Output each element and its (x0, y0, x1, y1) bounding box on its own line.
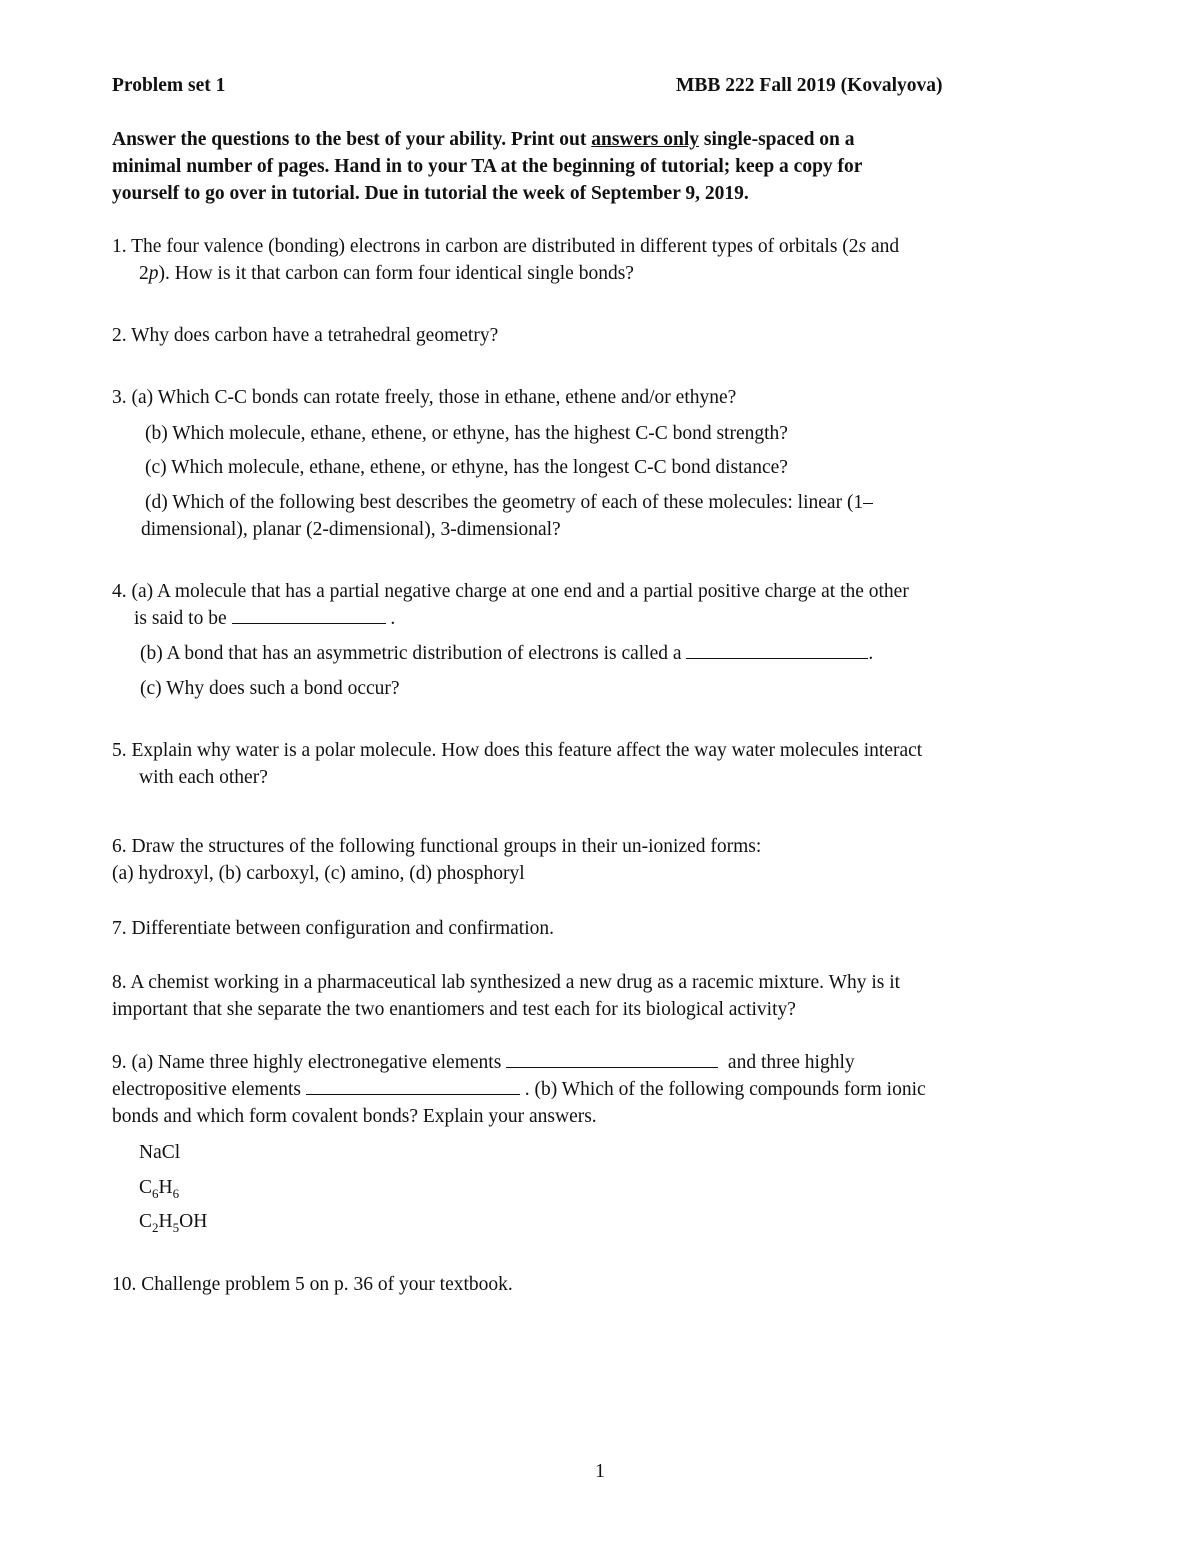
page-number: 1 (595, 1461, 605, 1482)
compound-ethanol: $C_2H_5OH$ (139, 1211, 208, 1235)
document-page (112, 0, 1092, 1553)
question-10: 10. Challenge problem 5 on p. 36 of your textbook. (112, 1274, 513, 1295)
compound-nacl: NaCl (139, 1142, 181, 1163)
answer-blank (306, 1077, 520, 1095)
question-3d-line-2: dimensional), planar (2-dimensional), 3-dimensional? (141, 519, 561, 540)
question-3a: 3. (a) Which C-C bonds can rotate freely, those in ethane, ethene and/or ethyne? (112, 387, 737, 408)
question-8-line-1: 8. A chemist working in a pharmaceutical lab synthesized a new drug as a racemic mixture. Why is it (112, 972, 901, 993)
question-5-line-2: with each other? (139, 767, 268, 788)
question-6-line-2: (a) hydroxyl, (b) carboxyl, (c) amino, (d) phosphoryl (112, 863, 525, 884)
instructions-line-2: minimal number of pages. Hand in to your TA at the beginning of tutorial; keep a copy for (112, 156, 863, 177)
question-7: 7. Differentiate between configuration and confirmation. (112, 918, 555, 939)
question-4c: (c) Why does such a bond occur? (140, 678, 400, 699)
header-right: MBB 222 Fall 2019 (Kovalyova) (676, 75, 943, 96)
question-1-line-2: 2p). How is it that carbon can form four identical single bonds? (139, 263, 634, 284)
question-1-line-1: 1. The four valence (bonding) electrons in carbon are distributed in different types of orbitals (2s and (112, 236, 900, 257)
answer-blank (232, 606, 386, 624)
question-9-line-1: 9. (a) Name three highly electronegative elements and three highly (112, 1052, 855, 1073)
question-9-line-2: electropositive elements . (b) Which of the following compounds form ionic (112, 1079, 926, 1100)
header-left: Problem set 1 (112, 75, 226, 96)
question-9-line-3: bonds and which form covalent bonds? Explain your answers. (112, 1106, 597, 1127)
question-4a-line-1: 4. (a) A molecule that has a partial negative charge at one end and a partial positive charge at the other (112, 581, 909, 602)
compound-benzene: $C_6H_6$ (139, 1177, 180, 1201)
question-5-line-1: 5. Explain why water is a polar molecule. How does this feature affect the way water molecules interact (112, 740, 923, 761)
question-4a-line-2: is said to be . (134, 608, 396, 629)
question-3c: (c) Which molecule, ethane, ethene, or ethyne, has the longest C-C bond distance? (145, 457, 788, 478)
answer-blank (686, 641, 868, 659)
instructions-line-1: Answer the questions to the best of your ability. Print out answers only single-spaced on a (112, 129, 855, 150)
question-3b: (b) Which molecule, ethane, ethene, or ethyne, has the highest C-C bond strength? (145, 423, 788, 444)
instructions-line-3: yourself to go over in tutorial. Due in tutorial the week of September 9, 2019. (112, 183, 749, 204)
question-4b: (b) A bond that has an asymmetric distribution of electrons is called a . (140, 643, 874, 664)
question-6-line-1: 6. Draw the structures of the following functional groups in their un-ionized forms: (112, 836, 762, 857)
question-2: 2. Why does carbon have a tetrahedral geometry? (112, 325, 499, 346)
answer-blank (506, 1050, 718, 1068)
question-3d-line-1: (d) Which of the following best describes the geometry of each of these molecules: linear (1– (145, 492, 873, 513)
question-8-line-2: important that she separate the two enantiomers and test each for its biological activity? (112, 999, 796, 1020)
